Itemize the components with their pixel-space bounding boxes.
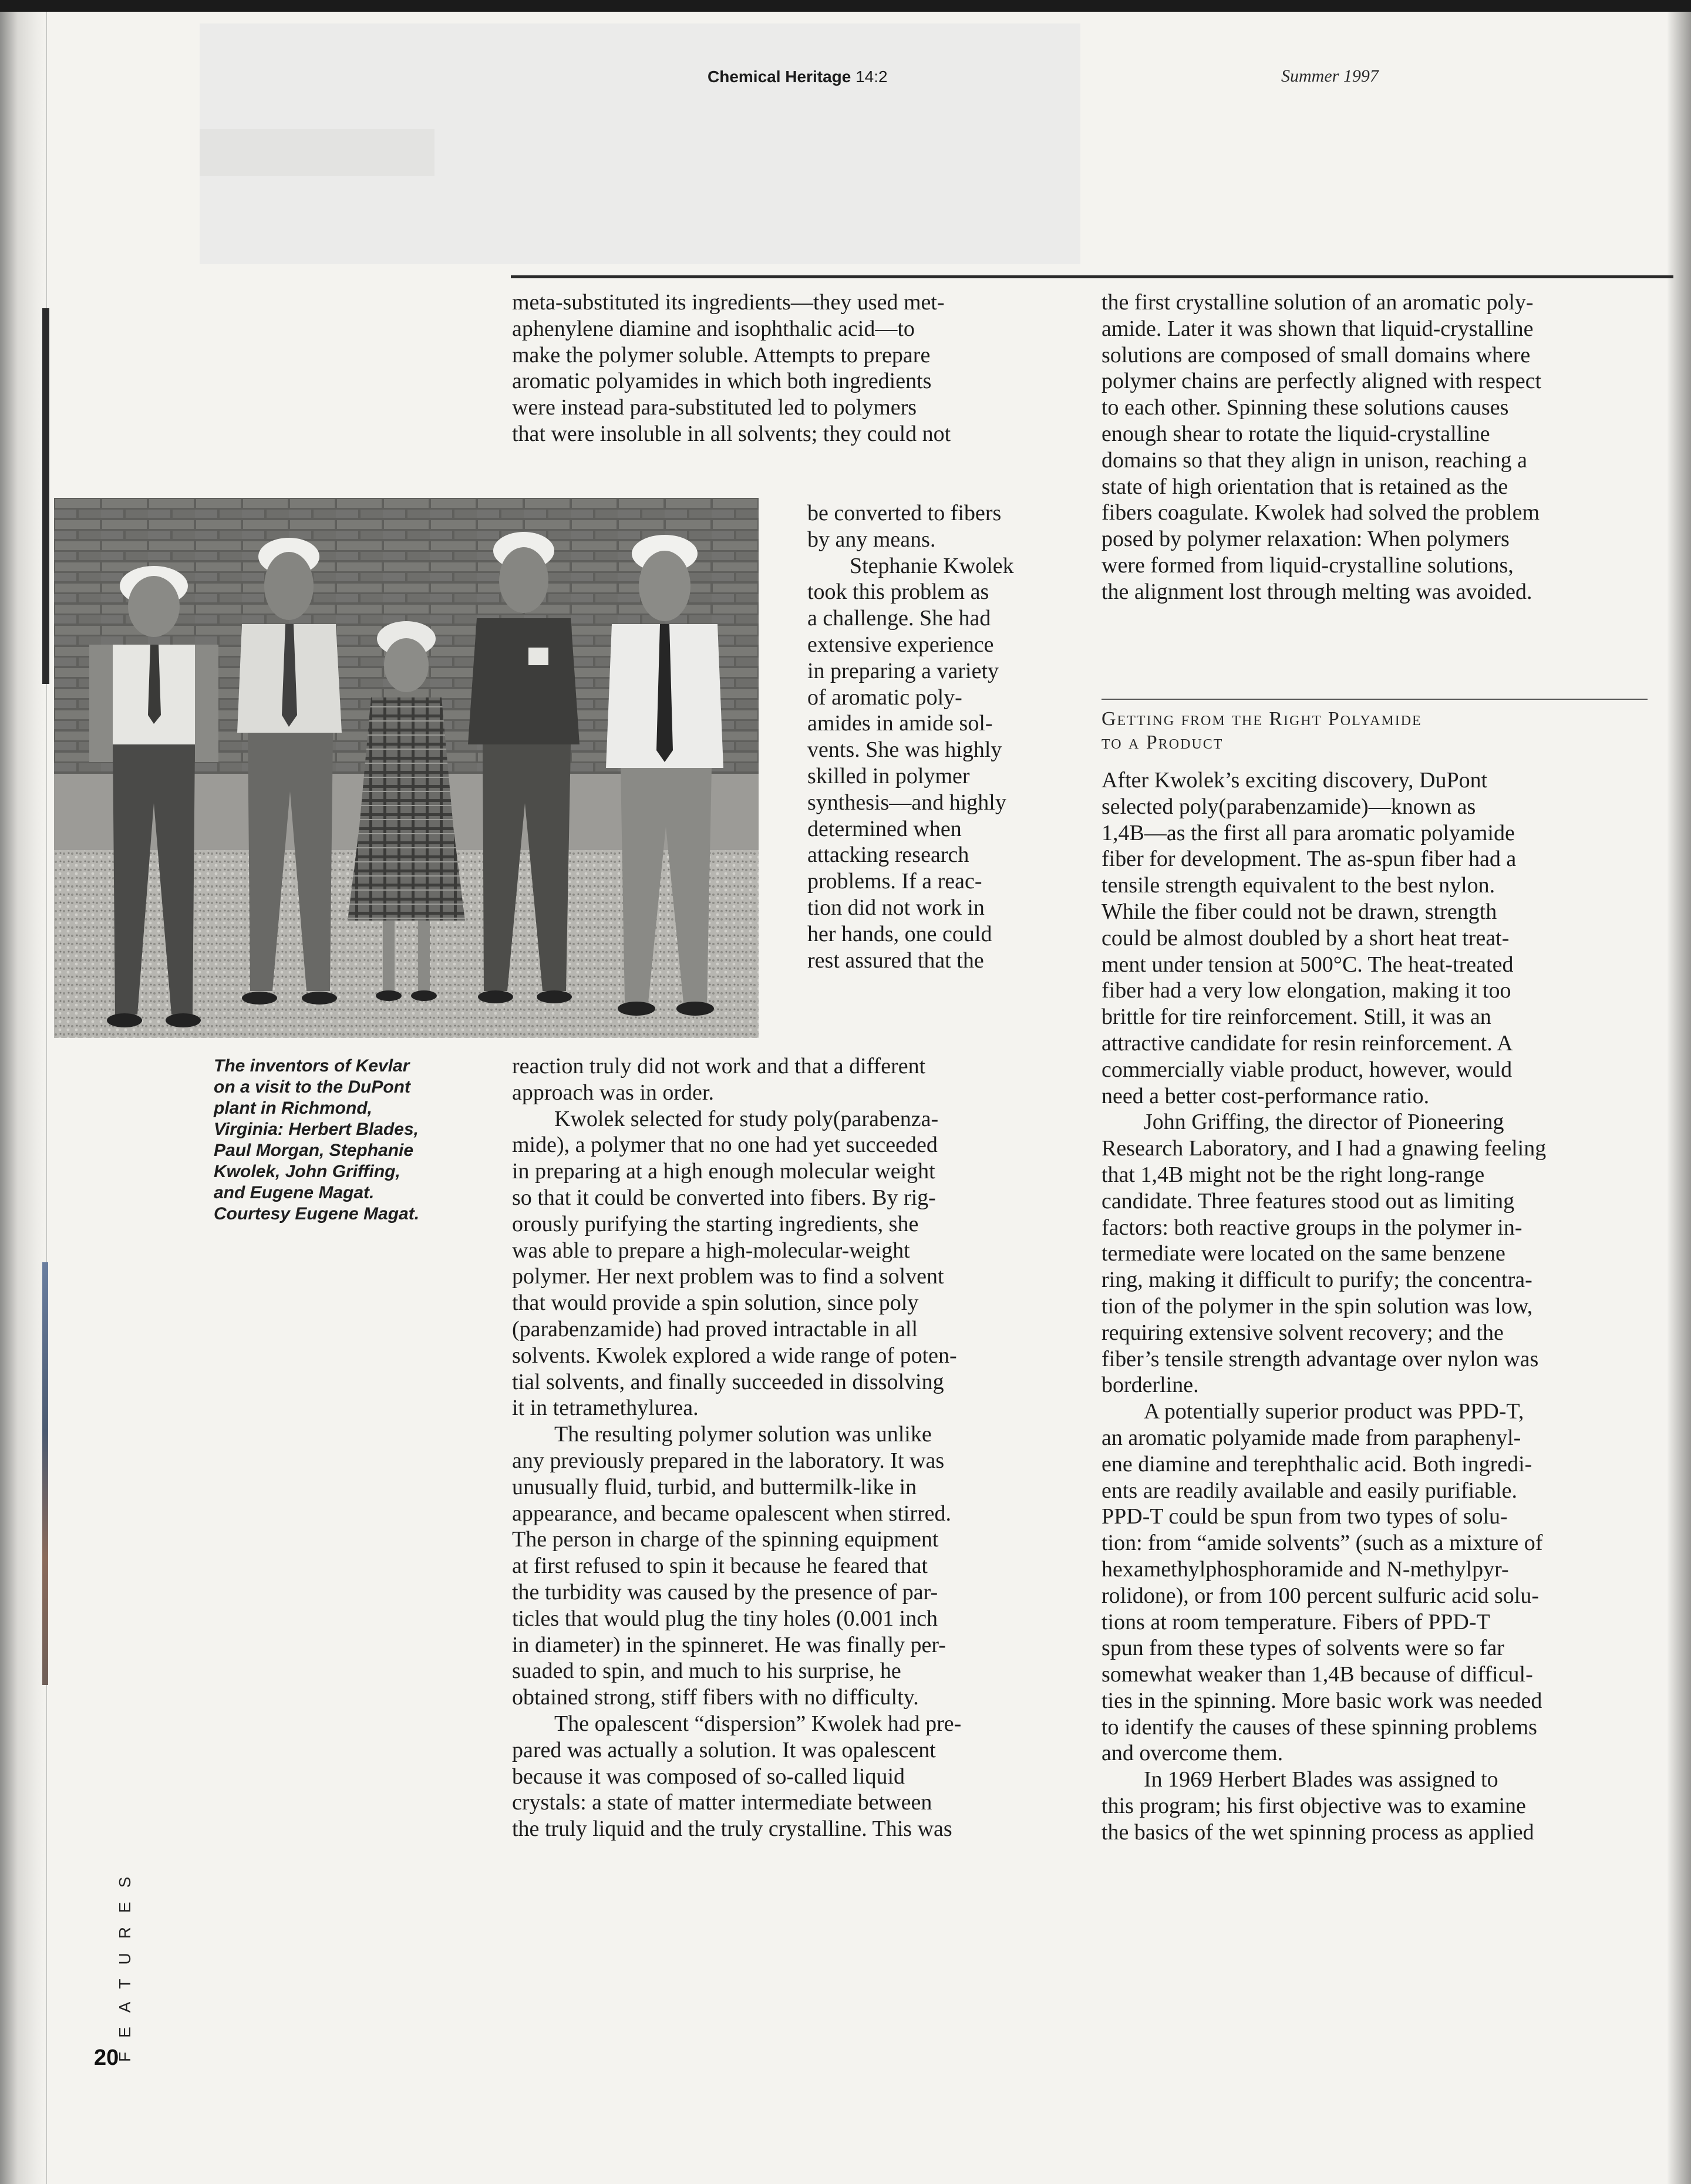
column-1-top <box>512 289 1058 447</box>
text-line: be converted to fibers <box>807 501 1002 525</box>
text-line: determined when <box>807 816 962 841</box>
journal-issue: 14:2 <box>855 68 888 86</box>
text-line: John Griffing, the director of Pioneering <box>1144 1110 1504 1135</box>
text-line: domains so that they align in unison, reaching a <box>1101 447 1528 473</box>
text-line: termediate were located on the same benzene <box>1101 1241 1505 1266</box>
text-line: ene diamine and terephthalic acid. Both ingredi- <box>1101 1451 1532 1477</box>
binding-gutter <box>0 12 46 2184</box>
text-line: to identify the causes of these spinning problems <box>1101 1714 1537 1740</box>
text-line: tensile strength equivalent to the best nylon. <box>1101 873 1495 898</box>
running-header-journal <box>708 68 888 86</box>
text-line: ring, making it difficult to purify; the concentra- <box>1101 1268 1532 1293</box>
text-line: her hands, one could <box>807 921 992 946</box>
text-line: commercially viable product, however, would <box>1101 1057 1513 1082</box>
text-line: solvents. Kwolek explored a wide range of poten- <box>512 1343 957 1368</box>
text-line: In 1969 Herbert Blades was assigned to <box>1144 1767 1498 1792</box>
photo-illustration <box>54 498 759 1038</box>
text-line: unusually fluid, turbid, and buttermilk-like in <box>512 1474 917 1499</box>
text-line: fibers coagulate. Kwolek had solved the problem <box>1101 500 1540 525</box>
text-line: borderline. <box>1101 1373 1199 1398</box>
text-line: tial solvents, and finally succeeded in dissolving <box>512 1369 944 1394</box>
text-line: meta-substituted its ingredients—they used met- <box>512 290 945 315</box>
text-line: mide), a polymer that no one had yet succeeded <box>512 1133 938 1158</box>
text-line: appearance, and became opalescent when stirred. <box>512 1501 951 1526</box>
section-label-features: FEATURES <box>116 1862 134 2062</box>
text-line: While the fiber could not be drawn, strength <box>1101 899 1497 924</box>
text-line: that would provide a spin solution, since poly <box>512 1290 919 1316</box>
text-line: synthesis—and highly <box>807 790 1006 815</box>
text-line: the basics of the wet spinning process as applied <box>1101 1819 1534 1845</box>
text-line: vents. She was highly <box>807 737 1002 763</box>
text-line: state of high orientation that is retained as the <box>1101 474 1508 499</box>
text-line: the alignment lost through melting was avoided. <box>1101 579 1532 604</box>
text-line: rolidone), or from 100 percent sulfuric acid solu- <box>1101 1583 1539 1608</box>
text-line: tions at room temperature. Fibers of PPD-T <box>1101 1609 1490 1634</box>
text-line: brittle for tire reinforcement. Still, it was an <box>1101 1005 1491 1030</box>
text-line: The resulting polymer solution was unlike <box>554 1422 932 1447</box>
text-line: it in tetramethylurea. <box>512 1396 699 1421</box>
text-line: at first refused to spin it because he feared that <box>512 1553 928 1579</box>
section-heading <box>1101 707 1648 754</box>
text-line: any previously prepared in the laboratory. It was <box>512 1448 945 1473</box>
text-line: enough shear to rotate the liquid-crystalline <box>1101 421 1490 446</box>
text-line: Research Laboratory, and I had a gnawing feeling <box>1101 1136 1547 1161</box>
text-line: skilled in polymer <box>807 763 970 788</box>
text-line: tion: from “amide solvents” (such as a mixture of <box>1101 1531 1543 1556</box>
text-line: rest assured that the <box>807 948 984 973</box>
column-1-narrow <box>807 500 1060 973</box>
text-line: aphenylene diamine and isophthalic acid—to <box>512 316 915 341</box>
text-line: PPD-T could be spun from two types of solu- <box>1101 1504 1508 1529</box>
column-2-bottom <box>1101 767 1648 1846</box>
text-line: make the polymer soluble. Attempts to prepare <box>512 342 931 368</box>
text-line: reaction truly did not work and that a different <box>512 1054 926 1078</box>
text-line: pared was actually a solution. It was opalescent <box>512 1737 936 1762</box>
text-line: in preparing at a high enough molecular weight <box>512 1159 935 1184</box>
text-line: polymer. Her next problem was to find a solvent <box>512 1264 944 1289</box>
text-line: a challenge. She had <box>807 606 991 631</box>
text-line: fiber’s tensile strength advantage over nylon was <box>1101 1346 1539 1371</box>
text-line: After Kwolek’s exciting discovery, DuPont <box>1101 768 1488 793</box>
text-line: Stephanie Kwolek <box>850 553 1014 578</box>
text-line: by any means. <box>807 527 936 552</box>
text-line: extensive experience <box>807 632 994 657</box>
text-line: attacking research <box>807 842 969 868</box>
text-line: crystals: a state of matter intermediate between <box>512 1790 932 1815</box>
text-line: candidate. Three features stood out as limiting <box>1101 1188 1515 1214</box>
text-line: took this problem as <box>807 579 989 605</box>
text-line: the turbidity was caused by the presence of par- <box>512 1579 938 1605</box>
text-line: ticles that would plug the tiny holes (0.001 inch <box>512 1606 938 1631</box>
text-line: somewhat weaker than 1,4B because of difficul- <box>1101 1662 1533 1687</box>
text-line: requiring extensive solvent recovery; and the <box>1101 1320 1504 1345</box>
text-line: obtained strong, stiff fibers with no difficulty. <box>512 1685 919 1710</box>
text-line: The opalescent “dispersion” Kwolek had pre- <box>554 1711 962 1736</box>
page-edge-shadow <box>1668 12 1691 2184</box>
text-line: that were insoluble in all solvents; they could not <box>512 421 951 446</box>
show-through-background <box>200 23 1080 264</box>
text-line: to each other. Spinning these solutions causes <box>1101 395 1509 420</box>
text-line: so that it could be converted into fibers. By rig- <box>512 1185 936 1210</box>
running-header-season: Summer 1997 <box>1281 66 1379 86</box>
text-line: an aromatic polyamide made from paraphenyl- <box>1101 1425 1521 1450</box>
text-line: polymer chains are perfectly aligned with respect <box>1101 369 1542 394</box>
text-line: fiber had a very low elongation, making it too <box>1101 978 1511 1003</box>
text-line: (parabenzamide) had proved intractable in all <box>512 1316 918 1342</box>
inventors-photo <box>54 498 759 1038</box>
text-line: were formed from liquid-crystalline solutions, <box>1101 552 1514 578</box>
text-line: approach was in order. <box>512 1080 714 1105</box>
text-line: tion of the polymer in the spin solution was low, <box>1101 1293 1533 1319</box>
column-1-bottom <box>512 1053 1058 1842</box>
text-line: solutions are composed of small domains where <box>1101 342 1531 368</box>
text-line: ents are readily available and easily purifiable. <box>1101 1478 1517 1503</box>
photo-caption: The inventors of Kevlar on a visit to the DuPont plant in Richmond, Virginia: Herbert Blades, Paul Morgan, Stephanie Kwolek, John Griffing, and Eugene Magat. Courtesy Eugene Magat. <box>214 1056 420 1224</box>
text-line: because it was composed of so-called liquid <box>512 1764 905 1789</box>
text-line: suaded to spin, and much to his surprise, he <box>512 1659 901 1684</box>
text-line: amides in amide sol- <box>807 711 993 736</box>
text-line: ment under tension at 500°C. The heat-treated <box>1101 952 1514 977</box>
section-heading-line: to a Product <box>1101 732 1224 753</box>
text-line: in preparing a variety <box>807 658 999 683</box>
text-line: and overcome them. <box>1101 1741 1284 1766</box>
text-line: aromatic polyamides in which both ingredients <box>512 369 932 394</box>
text-line: of aromatic poly- <box>807 685 962 710</box>
text-line: selected poly(parabenzamide)—known as <box>1101 794 1476 819</box>
text-line: tion did not work in <box>807 895 985 920</box>
text-line: factors: both reactive groups in the polymer in- <box>1101 1215 1522 1240</box>
text-line: that 1,4B might not be the right long-range <box>1101 1162 1485 1187</box>
text-line: were instead para-substituted led to polymers <box>512 395 917 420</box>
text-line: spun from these types of solvents were so far <box>1101 1636 1504 1661</box>
accent-bar-bottom <box>42 1262 48 1685</box>
text-line: the first crystalline solution of an aromatic poly- <box>1101 290 1534 315</box>
text-line: fiber for development. The as-spun fiber had a <box>1101 847 1517 872</box>
text-line: A potentially superior product was PPD-T, <box>1144 1399 1524 1424</box>
text-line: orously purifying the starting ingredients, she <box>512 1211 919 1236</box>
text-line: amide. Later it was shown that liquid-crystalline <box>1101 316 1534 341</box>
column-2-top <box>1101 289 1648 605</box>
text-line: The person in charge of the spinning equipment <box>512 1527 939 1552</box>
text-line: could be almost doubled by a short heat treat- <box>1101 925 1510 951</box>
text-line: 1,4B—as the first all para aromatic polyamide <box>1101 820 1515 845</box>
text-line: in diameter) in the spinneret. He was finally per- <box>512 1632 946 1657</box>
text-line: this program; his first objective was to examine <box>1101 1794 1526 1819</box>
section-divider <box>1101 699 1648 700</box>
page-number: 20 <box>94 2045 119 2070</box>
text-line: attractive candidate for resin reinforcement. A <box>1101 1030 1513 1056</box>
text-line: problems. If a reac- <box>807 869 982 894</box>
text-line: posed by polymer relaxation: When polymers <box>1101 527 1510 552</box>
text-line: ties in the spinning. More basic work was needed <box>1101 1688 1542 1713</box>
text-line: need a better cost-performance ratio. <box>1101 1083 1430 1108</box>
journal-title: Chemical Heritage <box>708 68 851 86</box>
text-line: Kwolek selected for study poly(parabenza- <box>554 1106 939 1131</box>
text-line: hexamethylphosphoramide and N-methylpyr- <box>1101 1556 1509 1582</box>
text-line: was able to prepare a high-molecular-weight <box>512 1238 910 1263</box>
text-line: the truly liquid and the truly crystalline. This was <box>512 1816 952 1842</box>
accent-bar-top <box>42 308 49 684</box>
top-rule <box>511 275 1673 278</box>
section-heading-line: Getting from the Right Polyamide <box>1101 708 1422 730</box>
